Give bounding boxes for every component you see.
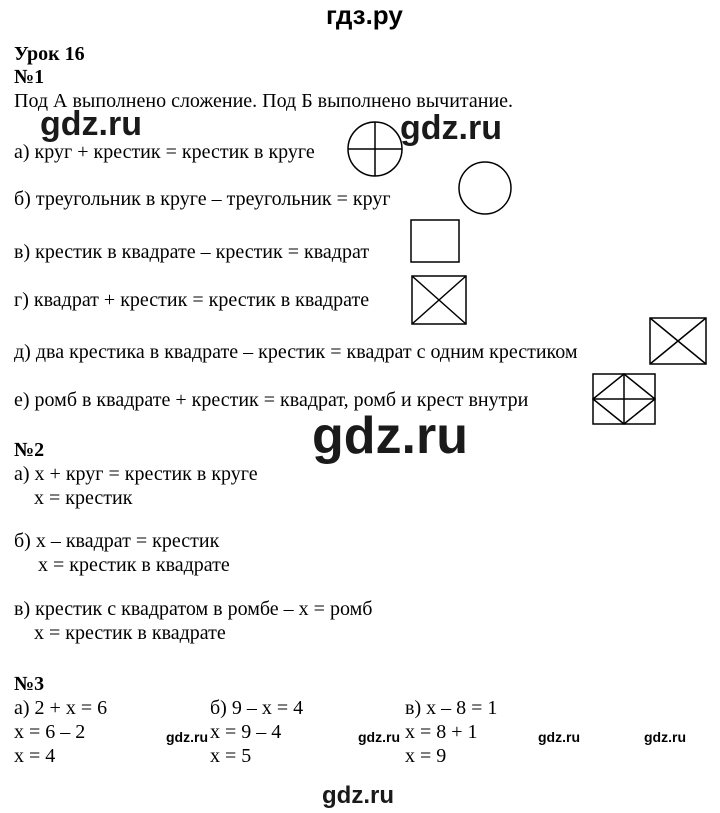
task1-number: №1: [14, 66, 45, 88]
square-x-icon: [411, 275, 467, 325]
task2-line-v: в) крестик с квадратом в ромбе – х = ромб: [14, 598, 373, 620]
task3-v-step: х = 8 + 1: [405, 721, 478, 743]
task3-a-equation: а) 2 + х = 6: [14, 697, 108, 719]
watermark: gdz.ru: [40, 105, 142, 143]
task3-b-answer: х = 5: [210, 745, 252, 767]
task1-line-a: а) круг + крестик = крестик в круге: [14, 141, 315, 163]
task2-line-a-answer: х = крестик: [34, 487, 133, 509]
task1-line-v: в) крестик в квадрате – крестик = квадрат: [14, 241, 370, 263]
lesson-title: Урок 16: [14, 43, 85, 65]
square-diamond-cross-icon: [592, 373, 656, 425]
header-watermark: гдз.ру: [326, 0, 403, 30]
circle-cross-icon: [345, 121, 405, 177]
task1-intro: Под А выполнено сложение. Под Б выполнено вычитание.: [14, 90, 514, 112]
task3-a-step: х = 6 – 2: [14, 721, 86, 743]
watermark: gdz.ru: [312, 407, 468, 465]
watermark: gdz.ru: [166, 729, 208, 745]
task1-line-e: е) ромб в квадрате + крестик = квадрат, ромб и крест внутри: [14, 389, 529, 411]
task3-b-step: х = 9 – 4: [210, 721, 282, 743]
watermark: gdz.ru: [400, 109, 502, 147]
watermark: gdz.ru: [358, 729, 400, 745]
watermark: gdz.ru: [538, 729, 580, 745]
task2-line-b-answer: х = крестик в квадрате: [38, 554, 230, 576]
watermark: gdz.ru: [322, 782, 394, 809]
task1-line-b: б) треугольник в круге – треугольник = круг: [14, 188, 391, 210]
square-icon: [410, 219, 460, 263]
task3-v-answer: х = 9: [405, 745, 447, 767]
circle-icon: [456, 160, 514, 216]
task3-a-answer: х = 4: [14, 745, 56, 767]
task1-line-d: д) два крестика в квадрате – крестик = квадрат с одним крестиком: [14, 341, 578, 363]
task3-number: №3: [14, 673, 45, 695]
task2-line-a: а) х + круг = крестик в круге: [14, 463, 258, 485]
task2-line-b: б) х – квадрат = крестик: [14, 530, 220, 552]
square-x-icon: [649, 317, 707, 365]
task3-b-equation: б) 9 – х = 4: [210, 697, 304, 719]
watermark: gdz.ru: [644, 729, 686, 745]
task2-line-v-answer: х = крестик в квадрате: [34, 622, 226, 644]
task2-number: №2: [14, 439, 45, 461]
task1-line-g: г) квадрат + крестик = крестик в квадрате: [14, 289, 370, 311]
task3-v-equation: в) х – 8 = 1: [405, 697, 498, 719]
